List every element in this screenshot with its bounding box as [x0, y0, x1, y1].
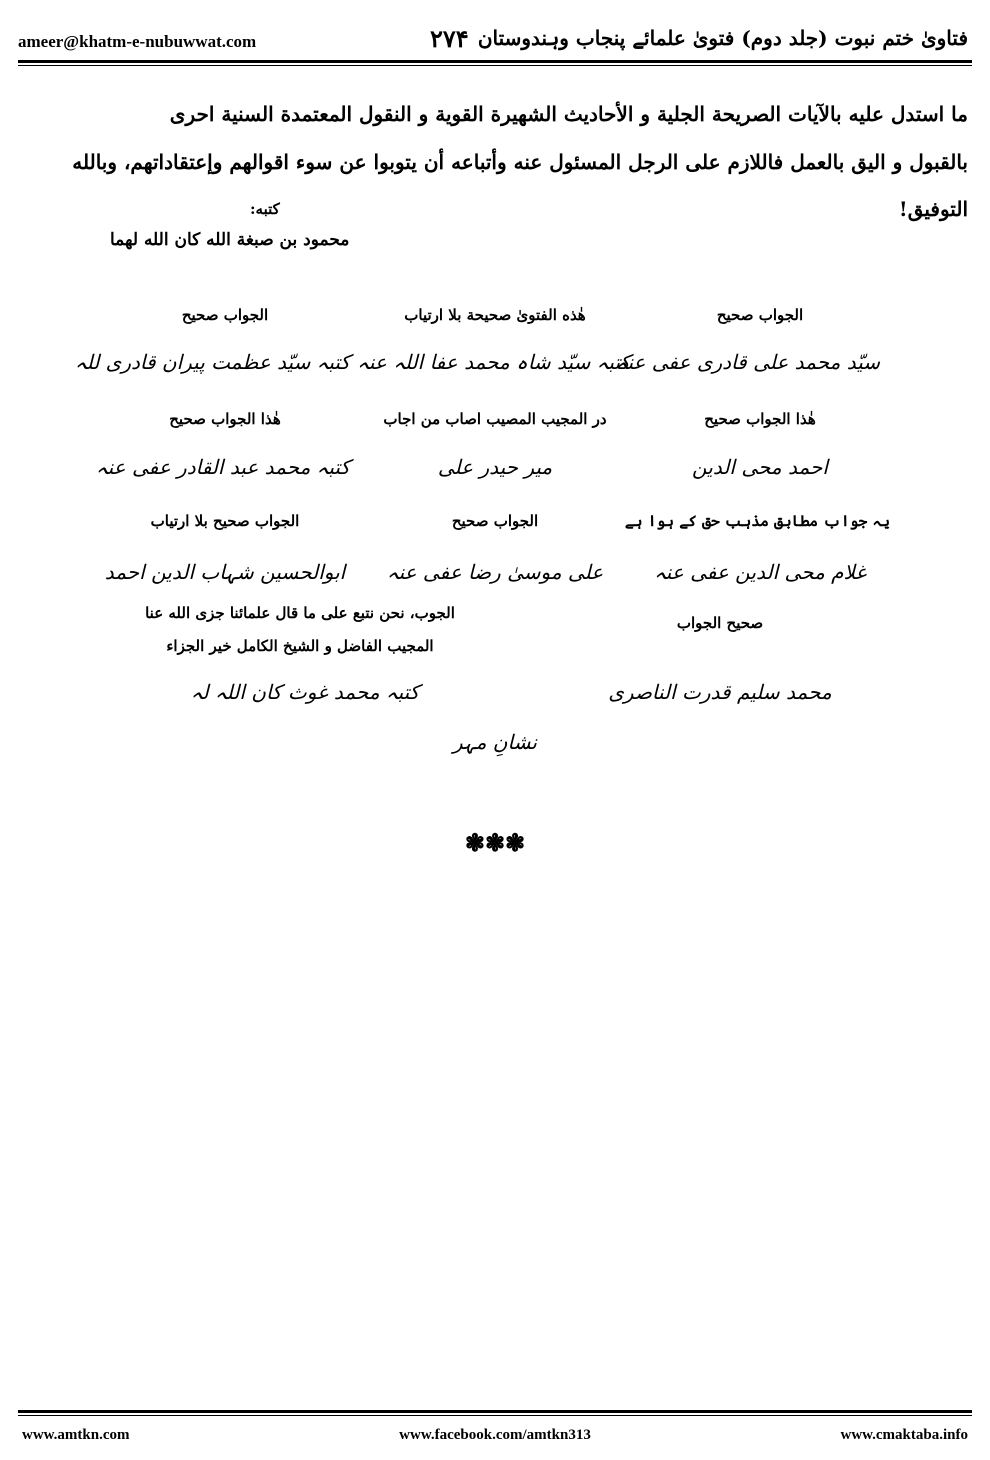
endorser-name: غلام محی الدین عفی عنہ: [654, 560, 866, 584]
katabahu-label: كتبه:: [250, 200, 280, 218]
main-signature: محمود بن صبغة الله كان الله لهما: [110, 230, 350, 250]
paragraph-line-1: ما استدل عليه بالآيات الصريحة الجلية و الأحاديث الشهيرة القوية و النقول المعتمدة السنية احرى: [169, 102, 968, 126]
endorsement-note: صحيح الجواب: [676, 614, 764, 632]
endorser-name: کتبہ سیّد عظمت پیران قادری للہ: [74, 350, 350, 374]
endorser-name: کتبہ سیّد شاہ محمد عفا اللہ عنہ: [357, 350, 630, 374]
footer-link-facebook[interactable]: www.facebook.com/amtkn313: [399, 1427, 591, 1443]
endorsement-note: هٰذه الفتوىٰ صحيحة بلا ارتياب: [404, 306, 586, 324]
endorsement-note: الجواب صحیح: [451, 512, 539, 530]
endorser-name: علی موسیٰ رضا عفی عنہ: [386, 560, 604, 584]
header-email: ameer@khatm-e-nubuwwat.com: [18, 32, 257, 51]
endorser-name: میر حیدر علی: [437, 455, 553, 479]
endorsement-note-line-1: الجوب، نحن نتبع على ما قال علمائنا جزى الله عنا: [145, 604, 455, 622]
footer-link-cmaktaba[interactable]: www.cmaktaba.info: [840, 1427, 968, 1443]
header-rule-thin: [18, 65, 972, 66]
footer-rule-thick: [18, 1410, 972, 1413]
paragraph-line-3: التوفيق!: [898, 197, 968, 221]
header-rule-thick: [18, 60, 972, 63]
page-number: ۲۷۴: [430, 24, 469, 53]
endorsement-note: الجواب صحیح بلا ارتیاب: [150, 512, 300, 530]
endorser-name: کتبہ محمد غوث کان اللہ لہ: [190, 680, 420, 704]
book-title: فتاویٰ ختم نبوت (جلد دوم) فتویٰ علمائے پنجاب وہندوستان: [477, 26, 968, 50]
endorsement-note: در المجيب المصيب اصاب من اجاب: [383, 410, 607, 428]
endorser-name: کتبہ محمد عبد القادر عفی عنہ: [95, 455, 350, 479]
endorsement-note-line-2: المجيب الفاضل و الشيخ الكامل خير الجزاء: [166, 637, 434, 655]
section-separator: ❃❃❃: [464, 828, 526, 857]
endorser-name: احمد محی الدین: [692, 455, 828, 479]
endorser-name: ابوالحسین شہاب الدین احمد: [104, 560, 346, 584]
endorsement-note: یہ جواب مطابق مذہب حق کے ہوا ہے: [624, 512, 890, 530]
endorsement-note: هٰذا الجواب صحيح: [704, 410, 816, 428]
endorsement-note: الجواب صحيح: [716, 306, 804, 324]
footer-link-amtkn[interactable]: www.amtkn.com: [22, 1427, 130, 1443]
endorser-name: سیّد محمد علی قادری عفی عنہ: [615, 350, 880, 374]
endorsement-note: هٰذا الجواب صحيح: [169, 410, 281, 428]
footer-rule-thin: [18, 1415, 972, 1416]
endorsement-note: الجواب صحيح: [181, 306, 269, 324]
paragraph-line-2: بالقبول و اليق بالعمل فاللازم على الرجل المسئول عنه وأتباعه أن يتوبوا عن سوء اقوالهم وإعتقاداتهم، وبالله: [72, 150, 968, 174]
seal-label: نشانِ مہر: [452, 730, 537, 754]
endorser-name: محمد سلیم قدرت الناصری: [608, 680, 832, 704]
